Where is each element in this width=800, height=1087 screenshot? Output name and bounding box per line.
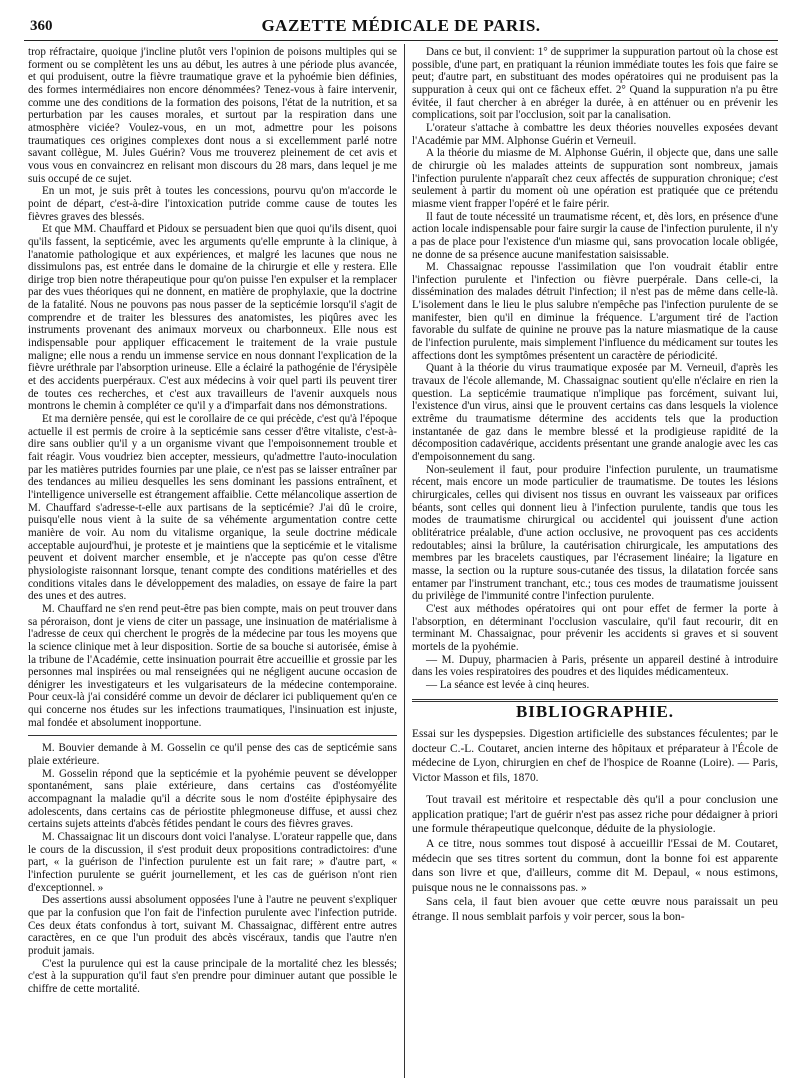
paragraph: A ce titre, nous sommes tout disposé à accueillir l'Essai de M. Coutaret, médecin que ses titres sortent du commun, dont la bonne foi est apparente dans son livre et que, d'ailleurs, comme dit M. Depaul, « nous estimons, puisque nous ne le connaissons pas. » — [412, 836, 778, 894]
bibliography-reference: Essai sur les dyspepsies. Digestion artificielle des substances féculentes; par le docteur C.-L. Coutaret, ancien interne des hôpitaux et préparateur à l'École de médecine de Lyon, chirurgien en chef de l'hospice de Roanne (Loire). — Paris, Victor Masson et fils, 1870. — [412, 728, 778, 784]
paragraph: En un mot, je suis prêt à toutes les concessions, pourvu qu'on m'accorde le point de départ, c'est-à-dire l'intoxication putride comme cause de toutes les fièvres graves des blessés. — [28, 185, 397, 223]
paragraph: M. Chassaignac repousse l'assimilation que l'on voudrait établir entre l'infection purulente et l'infection ou fièvre puerpérale. Dans celle-ci, la dissémination des malades détruit l'infection; il n'est pas de même dans celle-là. L'isolement dans le lieu le plus salubre n'empêche pas l'infection purulente de se manifester, bien qu'il en diminue la fréquence. L'argument tiré de l'action favorable du sulfate de quinine ne prouve pas la nature miasmatique de la cause de l'infection purulente, mais simplement l'influence du médicament sur toutes les affections dont les symptômes présentent un caractère de périodicité. — [412, 261, 778, 362]
paragraph: C'est la purulence qui est la cause principale de la mortalité chez les blessés; c'est à la suppuration qu'il faut s'en prendre pour diminuer autant que possible le chiffre de cette mortalité. — [28, 957, 397, 995]
paragraph: Des assertions aussi absolument opposées l'une à l'autre ne peuvent s'expliquer que par la confusion que l'on fait de l'infection purulente avec l'infection putride. Ces deux états confondus à tort, suivant M. Chassaignac, diffèrent entre autres caractères, en ce que l'un produit des abcès viscéraux, tandis que l'autre n'en produit jamais. — [28, 894, 397, 957]
paragraph: Sans cela, il faut bien avouer que cette œuvre nous paraissait un peu étrange. Il nous semblait parfois y voir percer, sous la bon- — [412, 895, 778, 923]
paragraph: M. Chauffard ne s'en rend peut-être pas bien compte, mais on peut trouver dans sa péroraison, dont je viens de citer un passage, une insinuation de matérialisme à l'adresse de ceux qui cherchent le progrès de la médecine par tous les moyens que la science clinique met à leur disposition. Sortie de sa bouche si autorisée, émise à la tribune de l'Académie, cette insinuation pourrait être accueillie et grossie par les personnes mal inspirées ou mal renseignées qui ne négligent aucune occasion de dénigrer les investigateurs et les vulgarisateurs de la médecine contemporaine. Pour ceux-là j'ai considéré comme un devoir de déclarer ici publiquement qu'en ce qui concerne nos études sur les infections traumatiques, l'insinuation est injuste, mal fondée et absolument inopportune. — [28, 602, 397, 729]
left-column — [28, 46, 397, 996]
paragraph: — M. Dupuy, pharmacien à Paris, présente un appareil destiné à introduire dans les voies respiratoires des poudres et des liquides médicamenteux. — [412, 653, 778, 679]
bibliography-body — [412, 793, 778, 924]
section-rule — [28, 735, 397, 736]
paragraph: trop réfractaire, quoique j'incline plutôt vers l'opinion de poisons multiples qui se forment ou se complètent les uns au début, les autres à une période plus avancée, et qui produisent, outre la fièvre traumatique grave et la pyhoémie bien définies, des formes intermédiaires non encore dénommées? Tenez-vous à faire intervenir, comme une des conditions de la formation des poisons, l'état de la nutrition, et sa perturbation par les causes morales, et surtout par la respiration dans une atmosphère viciée? Voulez-vous, en un mot, admettre pour les poisons traumatiques ces origines complexes dont nous a si excellemment parlé notre savant collègue, M. Jules Guérin? Vous me trouverez pleinement de cet avis et vous vous en convaincrez en relisant mon discours du 28 mars, dans lequel je me suis occupé de ce sujet. — [28, 46, 397, 185]
paragraph: A la théorie du miasme de M. Alphonse Guérin, il objecte que, dans une salle de chirurgie où les malades atteints de suppuration sont nombreux, jamais l'infection purulente n'apparaît chez ceux affectés de suppuration chronique; c'est seulement à partir du moment où une opération est pratiquée que ce prétendu miasme vient frapper l'opéré et le faire périr. — [412, 147, 778, 210]
paragraph: Quant à la théorie du virus traumatique exposée par M. Verneuil, d'après les travaux de l'école allemande, M. Chassaignac soutient qu'elle n'éclaire en rien la question. La septicémie traumatique n'implique pas forcément, suivant lui, l'existence d'un virus, ainsi que le prouvent certains cas dans lesquels la violence extrême du traumatisme détermine des accidents tels que la production instantanée de gaz dans le membre blessé et la prodigieuse rapidité de la décomposition cadavérique, accidents présentant une grande analogie avec les cas d'empoisonnement du sang. — [412, 362, 778, 463]
paragraph: Et que MM. Chauffard et Pidoux se persuadent bien que quoi qu'ils disent, quoi qu'ils fassent, la septicémie, avec les arguments qu'elle emprunte à la clinique, à l'anatomie pathologique et aux expériences, et malgré les lacunes que nous ne dissimulons pas, est entrée dans le domaine de la chirurgie et elle y restera. Elle dirige trop bien notre thérapeutique pour qu'on puisse l'en expulser et la remplacer par des vues théoriques qui ne donnent, en matière de prophylaxie, que la doctrine de la fatalité. Nous ne pouvons pas nous passer de la septicémie lorsqu'il s'agit de comprendre et de traiter les blessures des anatomistes, les piqûres avec les instruments provenant des animaux morveux ou charbonneux. Elle nous est indispensable pour appliquer efficacement le traitement de la vraie pustule maligne; elle nous a rendu un immense service en nous donnant l'explication de la fièvre uréthrale par l'absorption urineuse. Elle a éclairé la pathogénie de l'érysipèle et des accidents puerpéraux. C'est aux médecins à voir quel parti ils peuvent tirer de toutes ces recherches, et c'est aux travailleurs de l'avenir auxquels nous montrons le chemin à compléter ce qu'il y a d'imparfait dans nos démonstrations. — [28, 223, 397, 413]
paragraph: C'est aux méthodes opératoires qui ont pour effet de fermer la porte à l'absorption, en déterminant l'occlusion vasculaire, qu'il faut recourir, dit en terminant M. Chassaignac, pour prévenir les accidents si graves et si souvent mortels de la pyohémie. — [412, 602, 778, 653]
paragraph: Il faut de toute nécessité un traumatisme récent, et, dès lors, en présence d'une action locale indispensable pour faire surgir la cause de l'infection purulente, il n'y a pas de place pour l'existence d'un miasme qui, sans provocation locale obligée, ne donne de sa présence aucune manifestation saisissable. — [412, 210, 778, 261]
paragraph: Tout travail est méritoire et respectable dès qu'il a pour conclusion une application pratique; l'art de guérir n'est pas assez riche pour dédaigner à priori une formule thérapeutique quelconque, déduite de la physiologie. — [412, 793, 778, 836]
journal-title: GAZETTE MÉDICALE DE PARIS. — [261, 16, 541, 35]
right-column — [412, 46, 778, 924]
paragraph: Et ma dernière pensée, qui est le corollaire de ce qui précède, c'est qu'à l'époque actuelle il est permis de croire à la septicémie sans cesser d'être vitaliste, c'est-à-dire sans oublier qu'il y a un organisme vivant que l'empoisonnement trouble et fait réagir. Vous voudriez bien accepter, messieurs, qu'admettre l'auto-inoculation par les matières putrides fournies par une plaie, ce n'est pas se laisser entraîner par des tendances au milieu desquelles les sens dominant les passions entraînent, et l'intelligence universelle est étrangement affaiblie. Cette mélancolique assertion de M. Chauffard s'adresse-t-elle aux partisans de la septicémie? J'ai dû le croire, puisqu'elle nous vient à la suite de sa véhémente argumentation contre cette manière de voir. Au nom du vitalisme organique, la seule doctrine médicale acceptable aujourd'hui, je proteste et je maintiens que la septicémie et le vitalisme peuvent et doivent marcher ensemble, et je n'accepte pas qu'on cesse d'être physiologiste raisonnant lorsque, tenant compte des conditions matérielles et des conditions vitales dans le développement des maladies, on essaye de faire la part des unes et des autres. — [28, 413, 397, 603]
paragraph: Non-seulement il faut, pour produire l'infection purulente, un traumatisme récent, mais encore un mode particulier de traumatisme. De toutes les lésions chirurgicales, celles qui divisent nos tissus en ouvrant les vaisseaux par orifices béants, sont celles qui donnent lieu à l'infection purulente, tandis que tous les modes de traumatisme chirurgical ou accidentel qui jouissent d'une action oblitératrice préalable, d'une action occlusive, ne provoquent pas ces accidents redoutables; ainsi la brûlure, la cautérisation chirurgicale, les amputations des membres par les bracelets caustiques, par l'écrasement linéaire; la ligature en masse, la section ou la rupture sous-cutanée des tissus, la dilatation forcée sans entamer par l'instrument tranchant, etc.; tous ces modes de traumatisme jouissent du privilège de l'immunité contre l'infection purulente. — [412, 463, 778, 603]
paragraph: M. Gosselin répond que la septicémie et la pyohémie peuvent se développer spontanément, sans plaie extérieure, dans certains cas d'ostéomyélite accompagnant la maladie qu'il a décrite sous le nom d'ostéite épiphysaire des adolescents, dans certains cas de périostite phlegmoneuse diffuse, et aussi chez certains sujets atteints d'abcès fétides pendant le cours des fièvres graves. — [28, 767, 397, 831]
column-divider — [404, 44, 405, 1078]
page-number: 360 — [30, 18, 53, 34]
paragraph: Dans ce but, il convient: 1° de supprimer la suppuration partout où la chose est possible, d'une part, en pratiquant la réunion immédiate toutes les fois que faire se peut; d'autre part, en substituant des modes opératoires qui ne produisent pas la suppuration à ceux qui ont ce fâcheux effet. 2° Quand la suppuration n'a pu être évitée, il faut chercher à en abréger la durée, à en atténuer ou en prévenir les complications, soit par l'occlusion, soit par la canalisation. — [412, 46, 778, 122]
paragraph: L'orateur s'attache à combattre les deux théories nouvelles exposées devant l'Académie par MM. Alphonse Guérin et Verneuil. — [412, 121, 778, 147]
bibliography-heading: BIBLIOGRAPHIE. — [515, 702, 675, 722]
page-header — [24, 14, 778, 41]
paragraph: M. Chassaignac lit un discours dont voici l'analyse. L'orateur rappelle que, dans le cours de la discussion, il s'est produit deux propositions contradictoires: d'une part, « la guérison de l'infection purulente est un fait rare; » d'autre part, « l'infection purulente se guérit journellement, et les cas de guérison n'ont rien d'exceptionnel. » — [28, 831, 397, 894]
paragraph: M. Bouvier demande à M. Gosselin ce qu'il pense des cas de septicémie sans plaie extérieure. — [28, 742, 397, 768]
session-closing: — La séance est levée à cinq heures. — [426, 678, 590, 691]
